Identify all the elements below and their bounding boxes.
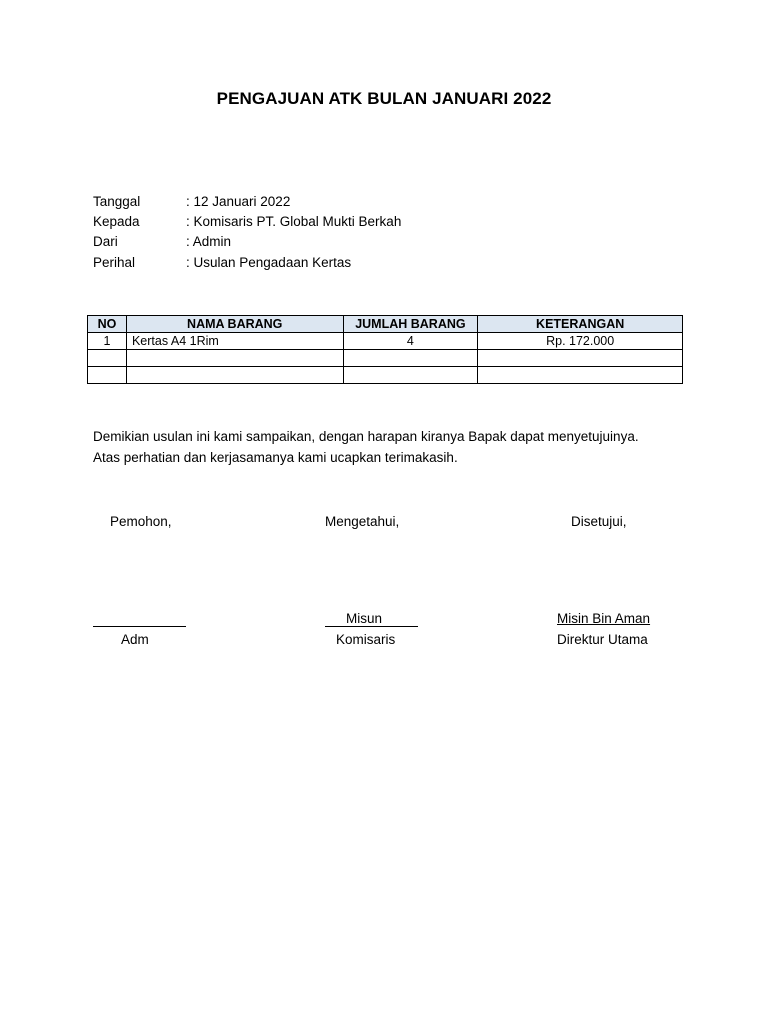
header-no: NO xyxy=(88,316,127,333)
signature-heading-mengetahui: Mengetahui, xyxy=(325,514,400,529)
cell-jumlah-barang xyxy=(343,367,478,384)
signature-line-mengetahui xyxy=(325,626,418,627)
table-row xyxy=(88,367,683,384)
closing-line-2: Atas perhatian dan kerjasamanya kami ucapkan terimakasih. xyxy=(93,450,458,465)
table-row xyxy=(88,333,683,350)
signature-line-pemohon xyxy=(93,626,186,627)
closing-line-1: Demikian usulan ini kami sampaikan, dengan harapan kiranya Bapak dapat menyetujuinya. xyxy=(93,429,639,444)
cell-jumlah-barang: 4 xyxy=(343,333,478,350)
cell-nama-barang xyxy=(126,367,343,384)
signature-name-disetujui: Misin Bin Aman xyxy=(557,611,651,626)
signature-heading-disetujui: Disetujui, xyxy=(571,514,627,529)
meta-value-tanggal: : 12 Januari 2022 xyxy=(186,194,291,209)
header-keterangan: KETERANGAN xyxy=(478,316,683,333)
cell-no xyxy=(88,350,127,367)
meta-value-perihal: : Usulan Pengadaan Kertas xyxy=(186,255,352,270)
meta-label-dari: Dari xyxy=(93,234,118,249)
cell-keterangan: Rp. 172.000 xyxy=(478,333,683,350)
signature-heading-pemohon: Pemohon, xyxy=(110,514,172,529)
table-header-row xyxy=(88,316,683,333)
cell-nama-barang: Kertas A4 1Rim xyxy=(126,333,343,350)
meta-label-perihal: Perihal xyxy=(93,255,136,270)
cell-no xyxy=(88,367,127,384)
signature-name-mengetahui: Misun xyxy=(346,611,383,626)
cell-jumlah-barang xyxy=(343,350,478,367)
signature-position-mengetahui: Komisaris xyxy=(336,632,396,647)
meta-label-tanggal: Tanggal xyxy=(93,194,141,209)
meta-value-dari: : Admin xyxy=(186,234,232,249)
header-nama-barang: NAMA BARANG xyxy=(126,316,343,333)
cell-nama-barang xyxy=(126,350,343,367)
cell-keterangan xyxy=(478,367,683,384)
cell-no: 1 xyxy=(88,333,127,350)
meta-label-kepada: Kepada xyxy=(93,214,140,229)
meta-value-kepada: : Komisaris PT. Global Mukti Berkah xyxy=(186,214,402,229)
signature-position-pemohon: Adm xyxy=(121,632,149,647)
items-table xyxy=(87,315,683,384)
cell-keterangan xyxy=(478,350,683,367)
document-title: PENGAJUAN ATK BULAN JANUARI 2022 xyxy=(216,89,552,108)
signature-position-disetujui: Direktur Utama xyxy=(557,632,648,647)
header-jumlah-barang: JUMLAH BARANG xyxy=(343,316,478,333)
table-row xyxy=(88,350,683,367)
